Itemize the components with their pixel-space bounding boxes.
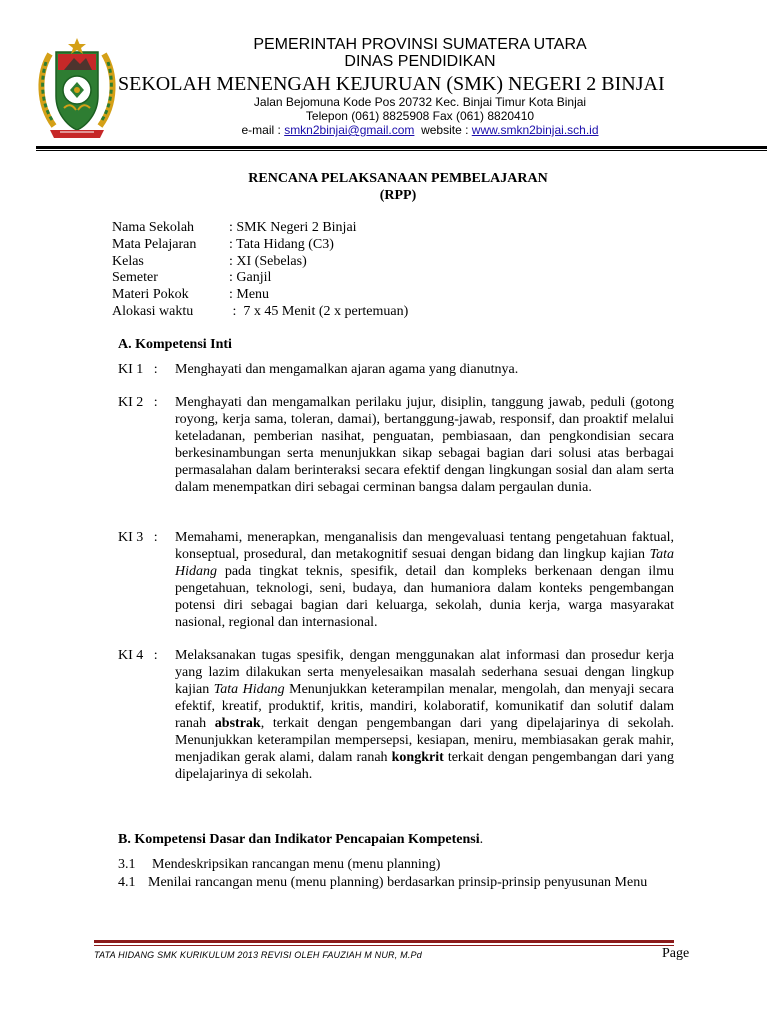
email-link[interactable]: smkn2binjai@gmail.com <box>284 123 415 137</box>
section-b-heading: B. Kompetensi Dasar dan Indikator Pencapaian Kompetensi. <box>118 832 484 847</box>
footer-divider-thick <box>94 940 674 943</box>
ki-2-label: KI 2 : <box>118 395 158 410</box>
identity-row: Semeter : Ganjil <box>112 270 272 286</box>
header-department: DINAS PENDIDIKAN <box>344 53 496 70</box>
document-subtitle: (RPP) <box>379 188 417 203</box>
ki-4-text: Melaksanakan tugas spesifik, dengan menggunakan alat informasi dan prosedur kerja yang lazim dilakukan serta menyelesaikan masalah sederhana sesuai dengan lingkup kajian Tata Hidang Menunjukkan keterampilan menalar, mengolah, dan menyaji secara efektif, kreatif, produktif, kritis, mandiri, kolaboratif, komunikatif dan solutif dalam ranah abstrak, terkait dengan pengembangan dari yang dipelajarinya di sekolah. Menunjukkan keterampilan mempersepsi, kesiapan, meniru, membiasakan gerak mahir, menjadikan gerak alami, dalam ranah kongkrit terkait dengan pengembangan dari yang dipelajarinya di sekolah. <box>175 648 674 782</box>
identity-row: Kelas : XI (Sebelas) <box>112 253 307 269</box>
ki-4-label: KI 4 : <box>118 648 158 663</box>
ki-1-text: Menghayati dan mengamalkan ajaran agama yang dianutnya. <box>175 362 519 377</box>
email-label: e-mail : <box>241 123 285 137</box>
document-title: RENCANA PELAKSANAAN PEMBELAJARAN <box>248 171 548 186</box>
website-label: website : <box>414 123 472 137</box>
ki-3-label: KI 3 : <box>118 530 158 545</box>
header-address: Jalan Bejomuna Kode Pos 20732 Kec. Binjai Timur Kota Binjai <box>253 95 587 109</box>
kd-3-1-text: Mendeskripsikan rancangan menu (menu planning) <box>152 857 441 872</box>
kd-4-1-number: 4.1 <box>118 875 136 890</box>
footer-page-label: Page <box>662 946 690 961</box>
ki-3-text: Memahami, menerapkan, menganalisis dan mengevaluasi tentang pengetahuan faktual, konseptual, prosedural, dan metakognitif sesuai dengan bidang dan lingkup kajian Tata Hidang pada tingkat teknis, spesifik, detail dan kompleks berkenaan dengan ilmu pengetahuan, teknologi, seni, budaya, dan humaniora dalam konteks pengembangan potensi diri sebagai bagian dari keluarga, sekolah, dunia kerja, warga masyarakat nasional, regional dan internasional. <box>175 530 674 630</box>
header-divider-thick <box>36 146 767 149</box>
ki-1-label: KI 1 : <box>118 362 158 377</box>
ki-1 <box>118 361 674 378</box>
header-divider-thin <box>36 150 767 151</box>
kd-3-1-number: 3.1 <box>118 857 136 872</box>
regional-emblem-icon <box>36 34 118 144</box>
kd-4-1-text: Menilai rancangan menu (menu planning) berdasarkan prinsip-prinsip penyusunan Menu <box>148 875 648 890</box>
header-school-name: SEKOLAH MENENGAH KEJURUAN (SMK) NEGERI 2 BINJAI <box>118 73 665 95</box>
identity-row: Mata Pelajaran : Tata Hidang (C3) <box>112 236 334 252</box>
header-contact <box>120 123 720 137</box>
ki-2-text: Menghayati dan mengamalkan perilaku jujur, disiplin, tanggung jawab, peduli (gotong royong, kerja sama, toleran, damai), bertanggung-jawab, responsif, dan proaktif melalui keteladanan, pemberian nasihat, penguatan, pembiasaan, dan pengkondisian secara berkesinambungan serta menunjukkan sikap sebagai bagian dari solusi atas berbagai permasalahan dalam berinteraksi secara efektif dengan lingkungan sosial dan alam serta dalam menempatkan diri sebagai cerminan bangsa dalam pergaulan dunia. <box>175 395 674 495</box>
header-phone: Telepon (061) 8825908 Fax (061) 8820410 <box>305 109 535 123</box>
identity-block <box>112 220 408 321</box>
footer-divider-thin <box>94 945 674 946</box>
identity-row: Materi Pokok : Menu <box>112 287 270 303</box>
website-link[interactable]: www.smkn2binjai.sch.id <box>471 123 599 137</box>
identity-row: Alokasi waktu : 7 x 45 Menit (2 x pertemuan) <box>112 303 409 319</box>
header-government: PEMERINTAH PROVINSI SUMATERA UTARA <box>253 36 587 53</box>
ki-3 <box>118 529 674 631</box>
kd-3-1 <box>118 856 674 873</box>
section-a-heading: A. Kompetensi Inti <box>118 337 232 352</box>
ki-2 <box>118 394 674 496</box>
kd-4-1 <box>118 874 674 891</box>
ki-4 <box>118 647 674 783</box>
footer-caption: TATA HIDANG SMK KURIKULUM 2013 REVISI OLEH FAUZIAH M NUR, M.Pd <box>94 950 422 960</box>
identity-row: Nama Sekolah : SMK Negeri 2 Binjai <box>112 220 357 235</box>
